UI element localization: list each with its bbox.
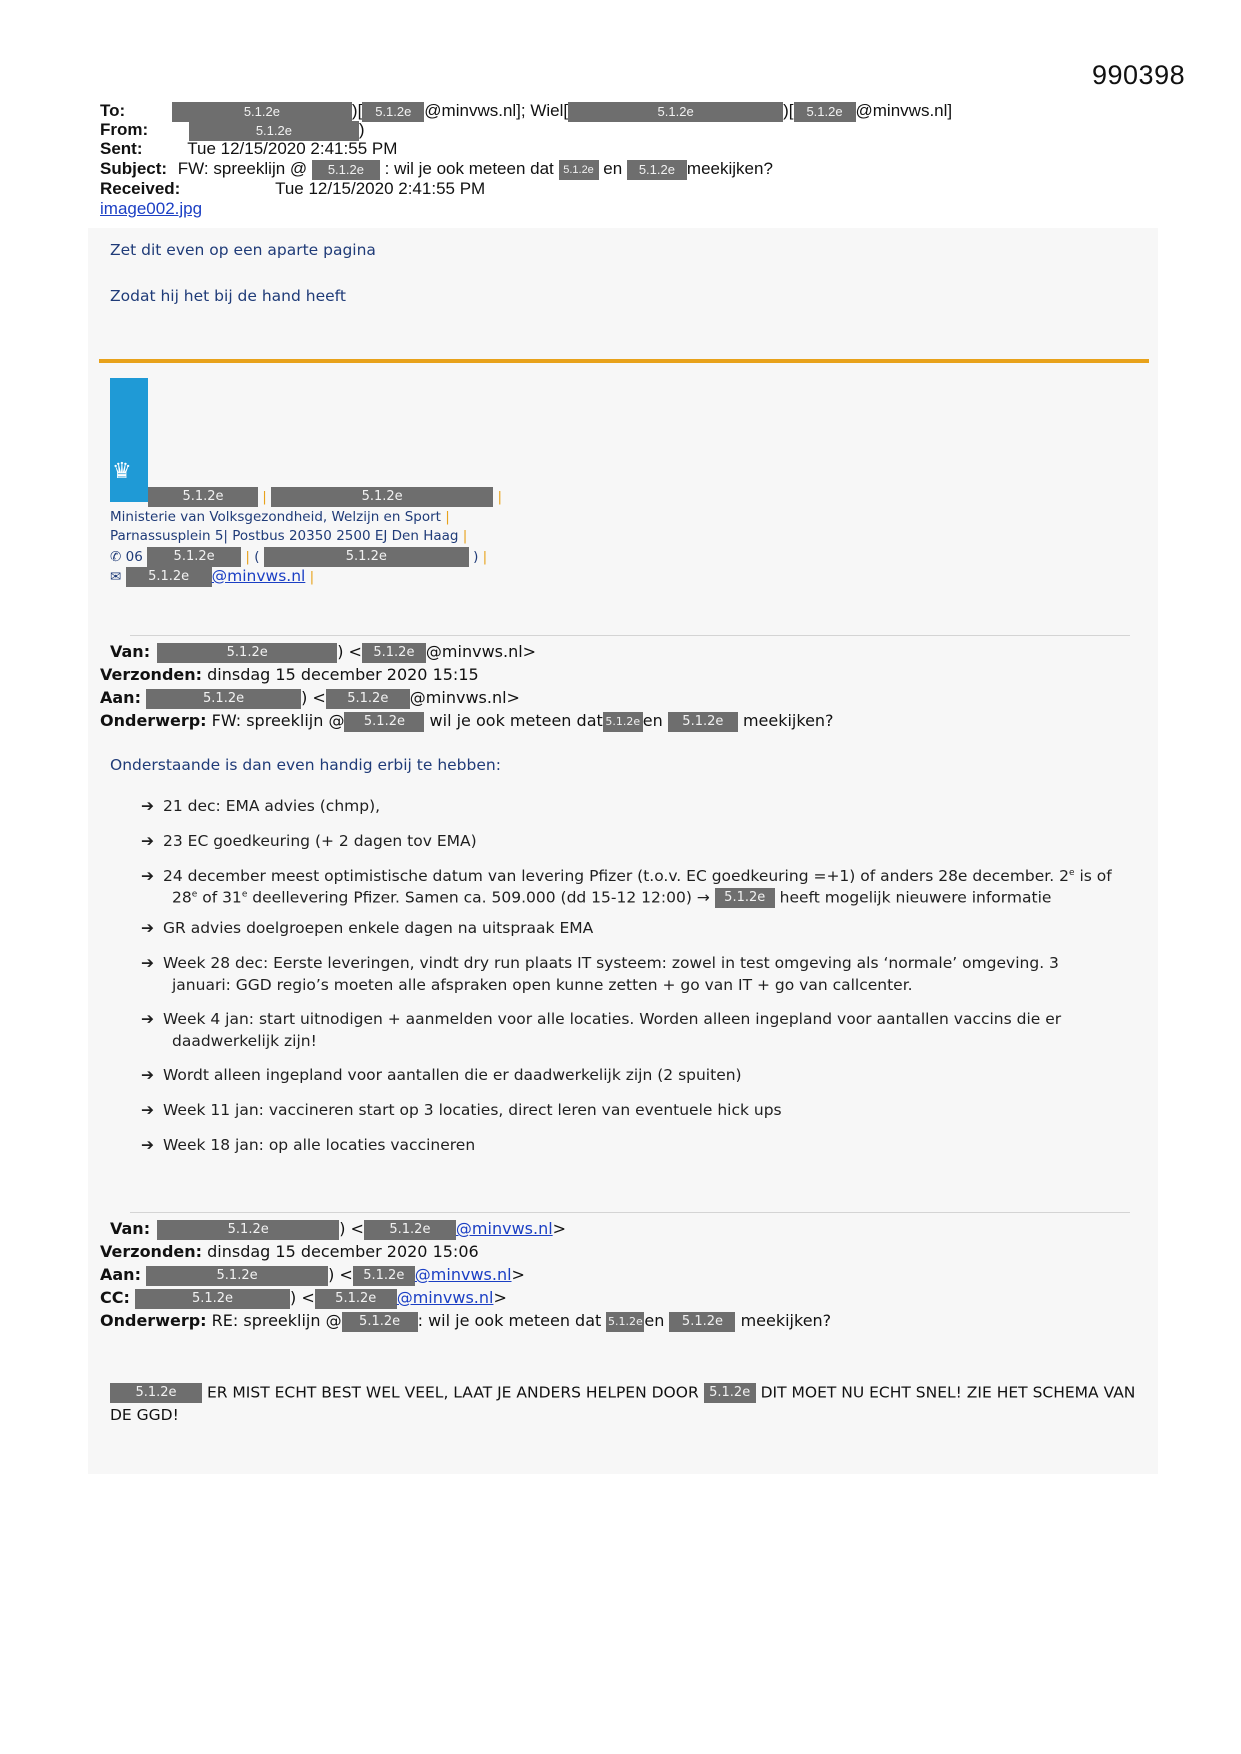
to-text: )[ <box>783 101 794 120</box>
from-label: From: <box>100 120 149 139</box>
aan-label: Aan: <box>100 688 141 707</box>
onderwerp-text: wil je ook meteen dat <box>429 711 603 730</box>
msg2-body-line <box>110 1383 1135 1403</box>
bullet-text: Wordt alleen ingepland voor aantallen die er daadwerkelijk zijn (2 spuiten) <box>163 1066 742 1084</box>
onderwerp-text: RE: spreeklijn @ <box>211 1311 342 1330</box>
redaction: 5.1.2e <box>342 1312 418 1332</box>
to-text: @minvws.nl]; Wiel[ <box>424 101 569 120</box>
signature-ministry: Ministerie van Volksgezondheid, Welzijn en Sport | <box>110 509 450 525</box>
msg1-onderwerp-row <box>100 711 834 732</box>
ministry-name: Ministerie van Volksgezondheid, Welzijn en Sport <box>110 509 441 525</box>
arrow-icon: ➔ <box>141 867 154 885</box>
aan-email: @minvws.nl> <box>409 688 520 707</box>
document-id: 990398 <box>1092 60 1186 90</box>
list-item <box>141 832 477 850</box>
msg1-verzonden-row <box>100 665 479 684</box>
redaction: 5.1.2e <box>344 712 424 732</box>
phone-prefix: 06 <box>125 549 143 565</box>
body-text: DIT MOET NU ECHT SNEL! ZIE HET SCHEMA VAN <box>760 1383 1136 1402</box>
list-item <box>141 1010 1061 1028</box>
list-item <box>141 797 380 815</box>
msg1-aan-row <box>100 688 520 709</box>
msg2-onderwerp-row <box>100 1311 831 1332</box>
redaction: 5.1.2e <box>135 1289 290 1309</box>
to-text: )[ <box>351 101 363 120</box>
sent-row <box>100 139 397 158</box>
redaction: 5.1.2e <box>126 567 212 587</box>
msg2-cc-row <box>100 1288 507 1309</box>
redaction: 5.1.2e <box>147 547 241 567</box>
arrow-icon: ➔ <box>141 1066 154 1084</box>
bullet-text: 28 <box>172 888 192 907</box>
redaction: 5.1.2e <box>362 102 424 122</box>
arrow-icon: ➔ <box>141 1136 154 1154</box>
redaction: 5.1.2e <box>146 689 301 709</box>
signature-phone: ✆ 06 5.1.2e | ( 5.1.2e ) | <box>110 549 488 565</box>
redaction: 5.1.2e <box>110 1383 202 1403</box>
email-link[interactable]: @minvws.nl <box>211 567 306 585</box>
onderwerp-text: en <box>642 711 663 730</box>
subject-text: FW: spreeklijn @ <box>177 159 308 178</box>
list-item-continuation: januari: GGD regio’s moeten alle afspraken open kunne zetten + go van IT + go van callcenter. <box>172 976 913 994</box>
divider <box>130 635 1130 636</box>
to-label: To: <box>100 101 126 120</box>
cc-text: ) < <box>289 1288 315 1307</box>
list-item <box>141 1066 742 1084</box>
redaction: 5.1.2e <box>362 643 426 663</box>
list-item-continuation: daadwerkelijk zijn! <box>172 1032 317 1050</box>
signature-email: ✉ 5.1.2e @minvws.nl | <box>110 567 315 585</box>
bullet-text: Week 4 jan: start uitnodigen + aanmelden voor alle locaties. Worden alleen ingepland voor aantallen vaccins die er <box>163 1010 1062 1028</box>
separator-line <box>99 359 1149 363</box>
redaction: 5.1.2e <box>157 1220 339 1240</box>
list-item <box>141 954 1059 972</box>
subject-label: Subject: <box>100 159 168 178</box>
phone-icon: ✆ <box>110 549 122 565</box>
redaction: 5.1.2e <box>704 1383 756 1403</box>
aan-email-link[interactable]: @minvws.nl <box>414 1265 512 1284</box>
redaction: 5.1.2e <box>315 1289 397 1309</box>
superscript: e <box>191 889 198 900</box>
onderwerp-text: meekijken? <box>740 1311 832 1330</box>
bullet-text: heeft mogelijk nieuwere informatie <box>779 888 1052 907</box>
signature-address: Parnassusplein 5| Postbus 20350 2500 EJ Den Haag | <box>110 528 468 544</box>
msg2-van-row <box>110 1219 566 1240</box>
van-label: Van: <box>110 642 151 661</box>
aan-text: ) < <box>328 1265 353 1284</box>
arrow-icon: ➔ <box>141 1010 154 1028</box>
attachment-row <box>100 199 202 218</box>
redaction: 5.1.2e <box>271 487 493 507</box>
subject-text: : wil je ook meteen dat <box>384 159 554 178</box>
from-row <box>100 120 365 141</box>
redaction: 5.1.2e <box>559 160 599 180</box>
from-text: ) <box>358 120 365 139</box>
redaction: 5.1.2e <box>627 160 687 180</box>
arrow-icon: ➔ <box>141 919 154 937</box>
verzonden-value: dinsdag 15 december 2020 15:06 <box>207 1242 479 1261</box>
mail-icon: ✉ <box>110 569 122 585</box>
redaction: 5.1.2e <box>606 1312 644 1332</box>
redaction: 5.1.2e <box>669 1312 735 1332</box>
bullet-text: 24 december meest optimistische datum van levering Pfizer (t.o.v. EC goedkeuring =+1) of anders 28e december. 2 <box>163 867 1069 885</box>
verzonden-label: Verzonden: <box>100 665 203 684</box>
redaction: 5.1.2e <box>326 689 410 709</box>
redaction: 5.1.2e <box>172 102 352 122</box>
bullet-text: 21 dec: EMA advies (chmp), <box>163 797 381 815</box>
subject-text: meekijken? <box>686 159 773 178</box>
van-label: Van: <box>110 1219 151 1238</box>
onderwerp-text: meekijken? <box>742 711 834 730</box>
superscript: e <box>241 889 248 900</box>
msg1-lead: Onderstaande is dan even handig erbij te hebben: <box>110 756 501 774</box>
bullet-text: Week 28 dec: Eerste leveringen, vindt dry run plaats IT systeem: zowel in test omgeving als ‘normale’ omgeving. 3 <box>163 954 1059 972</box>
received-row <box>100 179 485 198</box>
bullet-text: Week 11 jan: vaccineren start op 3 locaties, direct leren van eventuele hick ups <box>163 1101 782 1119</box>
redaction: 5.1.2e <box>364 1220 456 1240</box>
van-email: @minvws.nl> <box>425 642 537 661</box>
ministry-address: Parnassusplein 5| Postbus 20350 2500 EJ Den Haag <box>110 528 459 544</box>
cc-email-link[interactable]: @minvws.nl <box>396 1288 494 1307</box>
arrow-icon: ➔ <box>141 797 154 815</box>
to-text: @minvws.nl] <box>855 101 953 120</box>
onderwerp-text: FW: spreeklijn @ <box>211 711 345 730</box>
list-item <box>141 919 593 937</box>
subject-text: en <box>603 159 623 178</box>
redaction: 5.1.2e <box>157 643 337 663</box>
redaction: 5.1.2e <box>353 1266 415 1286</box>
aan-text: ) < <box>301 688 326 707</box>
bullet-text: Week 18 jan: op alle locaties vaccineren <box>163 1136 476 1154</box>
bullet-text: is of <box>1074 867 1112 885</box>
crest-icon: ♛ <box>112 458 132 483</box>
msg1-van-row <box>110 642 536 663</box>
verzonden-value: dinsdag 15 december 2020 15:15 <box>207 665 479 684</box>
redaction: 5.1.2e <box>603 712 643 732</box>
intro-line: Zet dit even op een aparte pagina <box>110 241 376 259</box>
onderwerp-text: : wil je ook meteen dat <box>417 1311 602 1330</box>
bullet-text: of 31 <box>197 888 242 907</box>
van-text: ) < <box>339 1219 364 1238</box>
sent-label: Sent: <box>100 139 143 158</box>
superscript: e <box>1068 867 1075 878</box>
subject-row <box>100 159 773 180</box>
cc-label: CC: <box>100 1288 130 1307</box>
list-item <box>141 1136 475 1154</box>
received-label: Received: <box>100 179 181 198</box>
to-row <box>100 101 952 122</box>
redaction: 5.1.2e <box>568 102 783 122</box>
aan-label: Aan: <box>100 1265 141 1284</box>
onderwerp-text: en <box>644 1311 665 1330</box>
bullet-text: deellevering Pfizer. Samen ca. 509.000 (dd 15-12 12:00) → <box>247 888 710 907</box>
msg2-verzonden-row <box>100 1242 479 1261</box>
list-item <box>141 1101 782 1119</box>
bullet-text: GR advies doelgroepen enkele dagen na uitspraak EMA <box>163 919 594 937</box>
msg2-body-line: DE GGD! <box>110 1406 179 1424</box>
attachment-link[interactable]: image002.jpg <box>100 199 203 218</box>
aan-text: > <box>511 1265 525 1284</box>
redaction: 5.1.2e <box>264 547 469 567</box>
list-item-continuation <box>172 888 1051 908</box>
redaction: 5.1.2e <box>146 1266 328 1286</box>
van-email-link[interactable]: @minvws.nl <box>455 1219 553 1238</box>
redaction: 5.1.2e <box>794 102 856 122</box>
onderwerp-label: Onderwerp: <box>100 1311 207 1330</box>
van-text: ) < <box>337 642 362 661</box>
arrow-icon: ➔ <box>141 954 154 972</box>
body-text: ER MIST ECHT BEST WEL VEEL, LAAT JE ANDERS HELPEN DOOR <box>206 1383 699 1402</box>
van-text: > <box>552 1219 567 1238</box>
redaction: 5.1.2e <box>715 888 775 908</box>
onderwerp-label: Onderwerp: <box>100 711 207 730</box>
redaction: 5.1.2e <box>189 121 359 141</box>
redaction: 5.1.2e <box>312 160 380 180</box>
intro-line: Zodat hij het bij de hand heeft <box>110 287 346 305</box>
cc-text: > <box>493 1288 507 1307</box>
bullet-text: 23 EC goedkeuring (+ 2 dagen tov EMA) <box>163 832 477 850</box>
signature-name-row: 5.1.2e | 5.1.2e | <box>148 487 502 507</box>
msg2-aan-row <box>100 1265 525 1286</box>
redaction: 5.1.2e <box>668 712 738 732</box>
divider <box>130 1212 1130 1213</box>
arrow-icon: ➔ <box>141 1101 154 1119</box>
redaction: 5.1.2e <box>148 487 258 507</box>
arrow-icon: ➔ <box>141 832 154 850</box>
list-item <box>141 867 1112 885</box>
verzonden-label: Verzonden: <box>100 1242 203 1261</box>
received-value: Tue 12/15/2020 2:41:55 PM <box>275 179 486 198</box>
sent-value: Tue 12/15/2020 2:41:55 PM <box>187 139 398 158</box>
